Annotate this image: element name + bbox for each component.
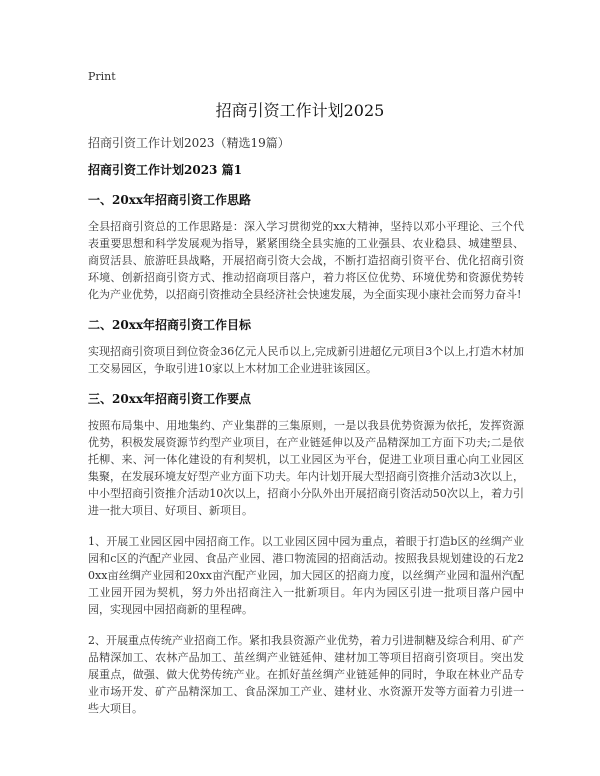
- section-1-paragraph-1: 全县招商引资总的工作思路是：深入学习贯彻党的xx大精神，坚持以邓小平理论、三个代表重要思想和科学发展观为指导，紧紧围绕全县实施的工业强县、农业稳县、城建塑县、商贸活县、旅游旺县战略，开展招商引资大会战，不断打造招商引资平台、优化招商引资环境、创新招商引资方式、推动招商项目落户，着力将区位优势、环境优势和资源优势转化为产业优势，以招商引资推动全县经济社会快速发展，为全面实现小康社会而努力奋斗!: [88, 220, 524, 301]
- page-title: 招商引资工作计划2025: [215, 101, 385, 120]
- section-heading-1: 一、20xx年招商引资工作思路: [88, 193, 252, 207]
- section-3-paragraph-2: 1、开展工业园区园中园招商工作。以工业园区园中园为重点，着眼于打造b区的丝绸产业园和c区的汽配产业园、食品产业园、港口物流园的招商活动。按照我县规划建设的石龙20xx亩丝绸产业园和20xx亩汽配产业园，加大园区的招商力度，以丝绸产业园和温州汽配工业园开园为契机，努力外出招商注入一批新项目。年内为园区引进一批项目落户园中园，实现园中园招商新的里程碑。: [88, 535, 524, 616]
- print-link[interactable]: Print: [88, 70, 116, 83]
- section-2-paragraph-1: 实现招商引资项目到位资金36亿元人民币以上,完成新引进超亿元项目3个以上,打造木材加工交易园区，争取引进10家以上木材加工企业进驻该园区。: [88, 345, 524, 375]
- section-heading-3: 三、20xx年招商引资工作要点: [88, 392, 252, 406]
- article-body: [88, 162, 524, 731]
- section-3-paragraph-3: 2、开展重点传统产业招商工作。紧扣我县资源产业优势，着力引进制糖及综合利用、矿产品精深加工、农林产品加工、茧丝绸产业链延伸、建材加工等项目招商引资项目。突出发展重点，做强、做大优势传统产业。在抓好茧丝绸产业链延伸的同时，争取在林业产品专业市场开发、矿产品精深加工、食品深加工产业、建材业、水资源开发等方面着力引进一些大项目。: [88, 634, 524, 715]
- section-3-paragraph-1: 按照布局集中、用地集约、产业集群的三集原则，一是以我县优势资源为依托，发挥资源优势，积极发展资源节约型产业项目，在产业链延伸以及产品精深加工方面下功夫;二是依托柳、来、河一体化建设的有利契机，以工业园区为平台，促进工业项目重心向工业园区集聚，在发展环境友好型产业方面下功夫。年内计划开展大型招商引资推介活动3次以上，中小型招商引资推介活动10次以上，招商小分队外出开展招商引资活动50次以上，着力引进一批大项目、好项目、新项目。: [88, 419, 524, 517]
- article-heading: 招商引资工作计划2023 篇1: [88, 163, 242, 177]
- section-heading-2: 二、20xx年招商引资工作目标: [88, 318, 252, 332]
- page-subtitle: 招商引资工作计划2023（精选19篇）: [88, 136, 290, 150]
